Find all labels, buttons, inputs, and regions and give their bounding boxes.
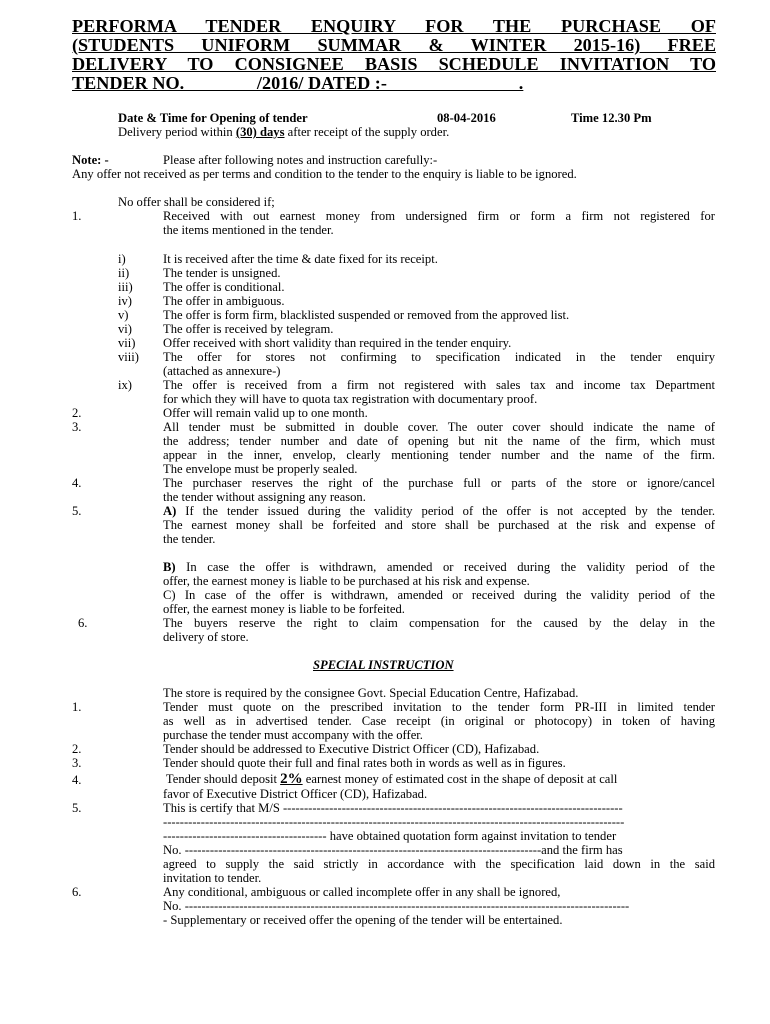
special-line: No. -------------------------------------------------------------------------------------and the firm has [163,843,623,857]
item-line: The buyers reserve the right to claim compensation for the caused by the delay in the [163,616,715,630]
item-number: 6. [78,616,88,630]
roman-line: The offer for stores not confirming to specification indicated in the tender enquiry [163,350,715,364]
special-number: 5. [72,801,82,815]
roman-number: v) [118,308,129,322]
delivery-days: (30) days [235,125,285,139]
roman-line: The tender is unsigned. [163,266,281,280]
item-line: The envelope must be properly sealed. [163,462,358,476]
delivery-suffix: after receipt of the supply order. [284,125,450,139]
item-line: delivery of store. [163,630,249,644]
special-line: purchase the tender must accompany with the offer. [163,728,423,742]
note-text: Please after following notes and instruction carefully:- [163,153,438,167]
deposit-percent: 2% [280,771,303,787]
opening-label: Date & Time for Opening of tender [118,111,308,125]
delivery-period [118,125,449,139]
special-number: 1. [72,700,82,714]
item5-a-line: the tender. [163,532,216,546]
item-line: The purchaser reserves the right of the purchase full or parts of the store or ignore/cancel [163,476,715,490]
item-line: the address; tender number and date of opening but nit the name of the firm, which must [163,434,715,448]
item5-b-label: B) [163,560,176,574]
roman-number: ix) [118,378,132,392]
item-line: Received with out earnest money from undersigned firm or form a firm not registered for [163,209,715,223]
s4-pre: Tender should deposit [163,772,281,786]
roman-number: i) [118,252,126,266]
item-line: appear in the inner, envelop, clearly mentioning tender number and the name of the firm. [163,448,715,462]
roman-line: The offer in ambiguous. [163,294,285,308]
item-line: the items mentioned in the tender. [163,223,334,237]
special-line: agreed to supply the said strictly in accordance with the specification laid down in the said [163,857,715,871]
special-line: -------------------------------------------------------------------------------------------------------------- [163,815,625,829]
delivery-prefix: Delivery period within [118,125,236,139]
item-number: 1. [72,209,82,223]
special-intro: The store is required by the consignee Govt. Special Education Centre, Hafizabad. [163,686,579,700]
special-line: - Supplementary or received offer the opening of the tender will be entertained. [163,913,563,927]
note-line2: Any offer not received as per terms and condition to the tender to the enquiry is liable to be ignored. [72,167,577,181]
special-heading: SPECIAL INSTRUCTION [313,658,454,672]
item5-c-line: offer, the earnest money is liable to be forfeited. [163,602,405,616]
special-line: Tender must quote on the prescribed invitation to the tender form PR-III in limited tender [163,700,715,714]
roman-line: The offer is received by telegram. [163,322,334,336]
special-number: 2. [72,742,82,756]
special-number: 3. [72,756,82,770]
roman-number: vi) [118,322,132,336]
item5-a-line1 [163,504,715,518]
special-line: Tender should quote their full and final rates both in words as well as in figures. [163,756,566,770]
item-number: 2. [72,406,82,420]
s4-post: earnest money of estimated cost in the shape of deposit at call [302,772,618,786]
special-line: Tender should be addressed to Executive District Officer (CD), Hafizabad. [163,742,540,756]
opening-time: Time 12.30 Pm [571,111,652,125]
special-s4-line1 [163,771,617,788]
item5-a-label: A) [163,504,177,518]
roman-line: Offer received with short validity than required in the tender enquiry. [163,336,512,350]
no-offer-intro: No offer shall be considered if; [118,195,275,209]
special-line: invitation to tender. [163,871,262,885]
roman-line: The offer is form firm, blacklisted suspended or removed from the approved list. [163,308,570,322]
item5-b-line1 [163,560,715,574]
special-number: 4. [72,773,82,787]
roman-number: iv) [118,294,132,308]
special-line: as well as in advertised tender. Case receipt (in original or photocopy) in token of having [163,714,715,728]
item5-b-text: In case the offer is withdrawn, amended or received during the validity period of the [175,560,715,574]
roman-number: ii) [118,266,130,280]
item5-b-line: offer, the earnest money is liable to be purchased at his risk and expense. [163,574,530,588]
special-line: Any conditional, ambiguous or called incomplete offer in any shall be ignored, [163,885,561,899]
title-line: PERFORMA TENDER ENQUIRY FOR THE PURCHASE OF [72,17,716,36]
title-line: (STUDENTS UNIFORM SUMMAR & WINTER 2015-16) FREE [72,36,716,55]
item-line: Offer will remain valid up to one month. [163,406,368,420]
roman-number: viii) [118,350,139,364]
document-title [72,17,716,93]
item5-a-line: The earnest money shall be forfeited and store shall be purchased at the risk and expense of [163,518,715,532]
roman-line: It is received after the time & date fixed for its receipt. [163,252,438,266]
item-line: All tender must be submitted in double cover. The outer cover should indicate the name of [163,420,715,434]
special-line: favor of Executive District Officer (CD), Hafizabad. [163,787,428,801]
roman-line: for which they will have to quota tax registration with documentary proof. [163,392,538,406]
special-number: 6. [72,885,82,899]
roman-line: (attached as annexure-) [163,364,281,378]
opening-date: 08-04-2016 [437,111,496,125]
special-line: --------------------------------------- have obtained quotation form against invitation to tender [163,829,617,843]
special-line: This is certify that M/S --------------------------------------------------------------------------------- [163,801,623,815]
title-line: DELIVERY TO CONSIGNEE BASIS SCHEDULE INVITATION TO [72,55,716,74]
roman-number: vii) [118,336,136,350]
item-number: 4. [72,476,82,490]
special-line: No. ---------------------------------------------------------------------------------------------------------- [163,899,630,913]
title-line: TENDER NO. /2016/ DATED :- . [72,74,524,93]
item-number: 5. [72,504,82,518]
item5-c-line: C) In case of the offer is withdrawn, amended or received during the validity period of the [163,588,715,602]
note-label: Note: - [72,153,109,167]
roman-line: The offer is received from a firm not registered with sales tax and income tax Department [163,378,715,392]
roman-line: The offer is conditional. [163,280,285,294]
item-number: 3. [72,420,82,434]
item5-a-text: If the tender issued during the validity period of the offer is not accepted by the tender. [176,504,715,518]
item-line: the tender without assigning any reason. [163,490,366,504]
roman-number: iii) [118,280,133,294]
